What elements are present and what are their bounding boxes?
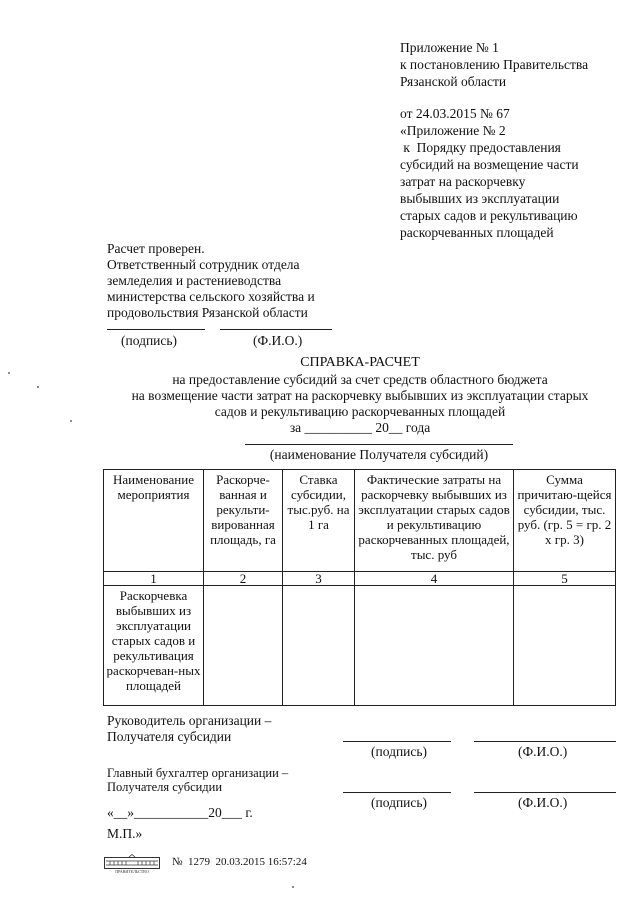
head-fio-caption: (Ф.И.О.) [518,744,568,759]
heading-line3: садов и рекультивацию раскорчеванных площадей [214,404,506,419]
quote-line: раскорчеванных площадей [400,225,554,240]
recipient-caption: (наименование Получателя субсидий) [269,447,489,462]
table-cell [355,586,514,706]
quote-line: к Порядку предоставления [400,140,561,155]
government-stamp-icon [104,854,160,869]
checker-sign-caption: (подпись) [121,333,178,348]
table-row [104,586,616,706]
recipient-name-line [245,444,513,445]
accountant-label-line2: Получателя субсидии [107,780,223,794]
stamp-text: ПРАВИТЕЛЬСТВО [115,869,149,874]
table-cell [204,586,283,706]
appendix-date: от 24.03.2015 № 67 [400,106,510,121]
column-number: 1 [104,572,204,586]
accountant-signature-line [343,792,451,793]
table-cell: Раскорчевка выбывших из эксплуатации старых садов и рекультивация раскорчеван-ных площадей [104,586,204,706]
checker-fio-line [220,329,332,330]
table-header-row [104,470,616,572]
table-cell [514,586,616,706]
table-cell [283,586,355,706]
calculation-table [103,469,616,706]
checked-line: земледелия и растениеводства [107,273,282,288]
head-sign-caption: (подпись) [371,744,428,759]
accountant-fio-line [474,792,616,793]
column-number-row [104,572,616,586]
document-title: СПРАВКА-РАСЧЕТ [300,355,420,370]
header-cell: Наименование мероприятия [104,470,204,572]
head-label-line2: Получателя субсидии [107,729,232,744]
checked-line: продовольствия Рязанской области [107,305,308,320]
checked-line: Расчет проверен. [107,241,205,256]
scan-speck [292,886,294,888]
registration-number: № 1279 20.03.2015 16:57:24 [172,856,307,868]
date-line: «__»___________20___ г. [107,805,253,820]
quote-line: выбывших из эксплуатации [400,191,560,206]
quote-line: субсидий на возмещение части [400,157,579,172]
appendix-line2: к постановлению Правительства [400,57,589,72]
scan-speck [8,372,10,374]
accountant-sign-caption: (подпись) [371,795,428,810]
column-number: 3 [283,572,355,586]
header-cell: Сумма причитаю-щейся субсидии, тыс. руб. (гр. 5 = гр. 2 х гр. 3) [514,470,616,572]
accountant-fio-caption: (Ф.И.О.) [518,795,568,810]
checker-fio-caption: (Ф.И.О.) [253,333,303,348]
column-number: 2 [204,572,283,586]
appendix-title: Приложение № 1 [400,40,499,55]
scan-speck [70,420,72,422]
head-signature-line [343,741,451,742]
quote-line: старых садов и рекультивацию [400,208,578,223]
seal-placeholder: М.П.» [107,826,143,841]
checked-line: министерства сельского хозяйства и [107,289,315,304]
header-cell: Фактические затраты на раскорчевку выбывших из эксплуатации старых садов и рекультивацию раскорчеванных площадей, тыс. руб [355,470,514,572]
scan-speck [37,386,39,388]
head-label-line1: Руководитель организации – [107,713,272,728]
checked-line: Ответственный сотрудник отдела [107,257,300,272]
checker-signature-line [107,329,205,330]
header-cell: Ставка субсидии, тыс.руб. на 1 га [283,470,355,572]
period-line: за __________ 20__ года [289,420,431,435]
heading-line2: на возмещение части затрат на раскорчевку выбывших из эксплуатации старых [131,388,589,403]
head-fio-line [474,741,616,742]
header-cell: Раскорче-ванная и рекульти-вированная площадь, га [204,470,283,572]
appendix-line3: Рязанской области [400,74,507,89]
accountant-label-line1: Главный бухгалтер организации – [107,766,289,780]
quote-title: «Приложение № 2 [400,123,506,138]
column-number: 5 [514,572,616,586]
heading-line1: на предоставление субсидий за счет средств областного бюджета [172,372,548,387]
quote-line: затрат на раскорчевку [400,174,526,189]
column-number: 4 [355,572,514,586]
